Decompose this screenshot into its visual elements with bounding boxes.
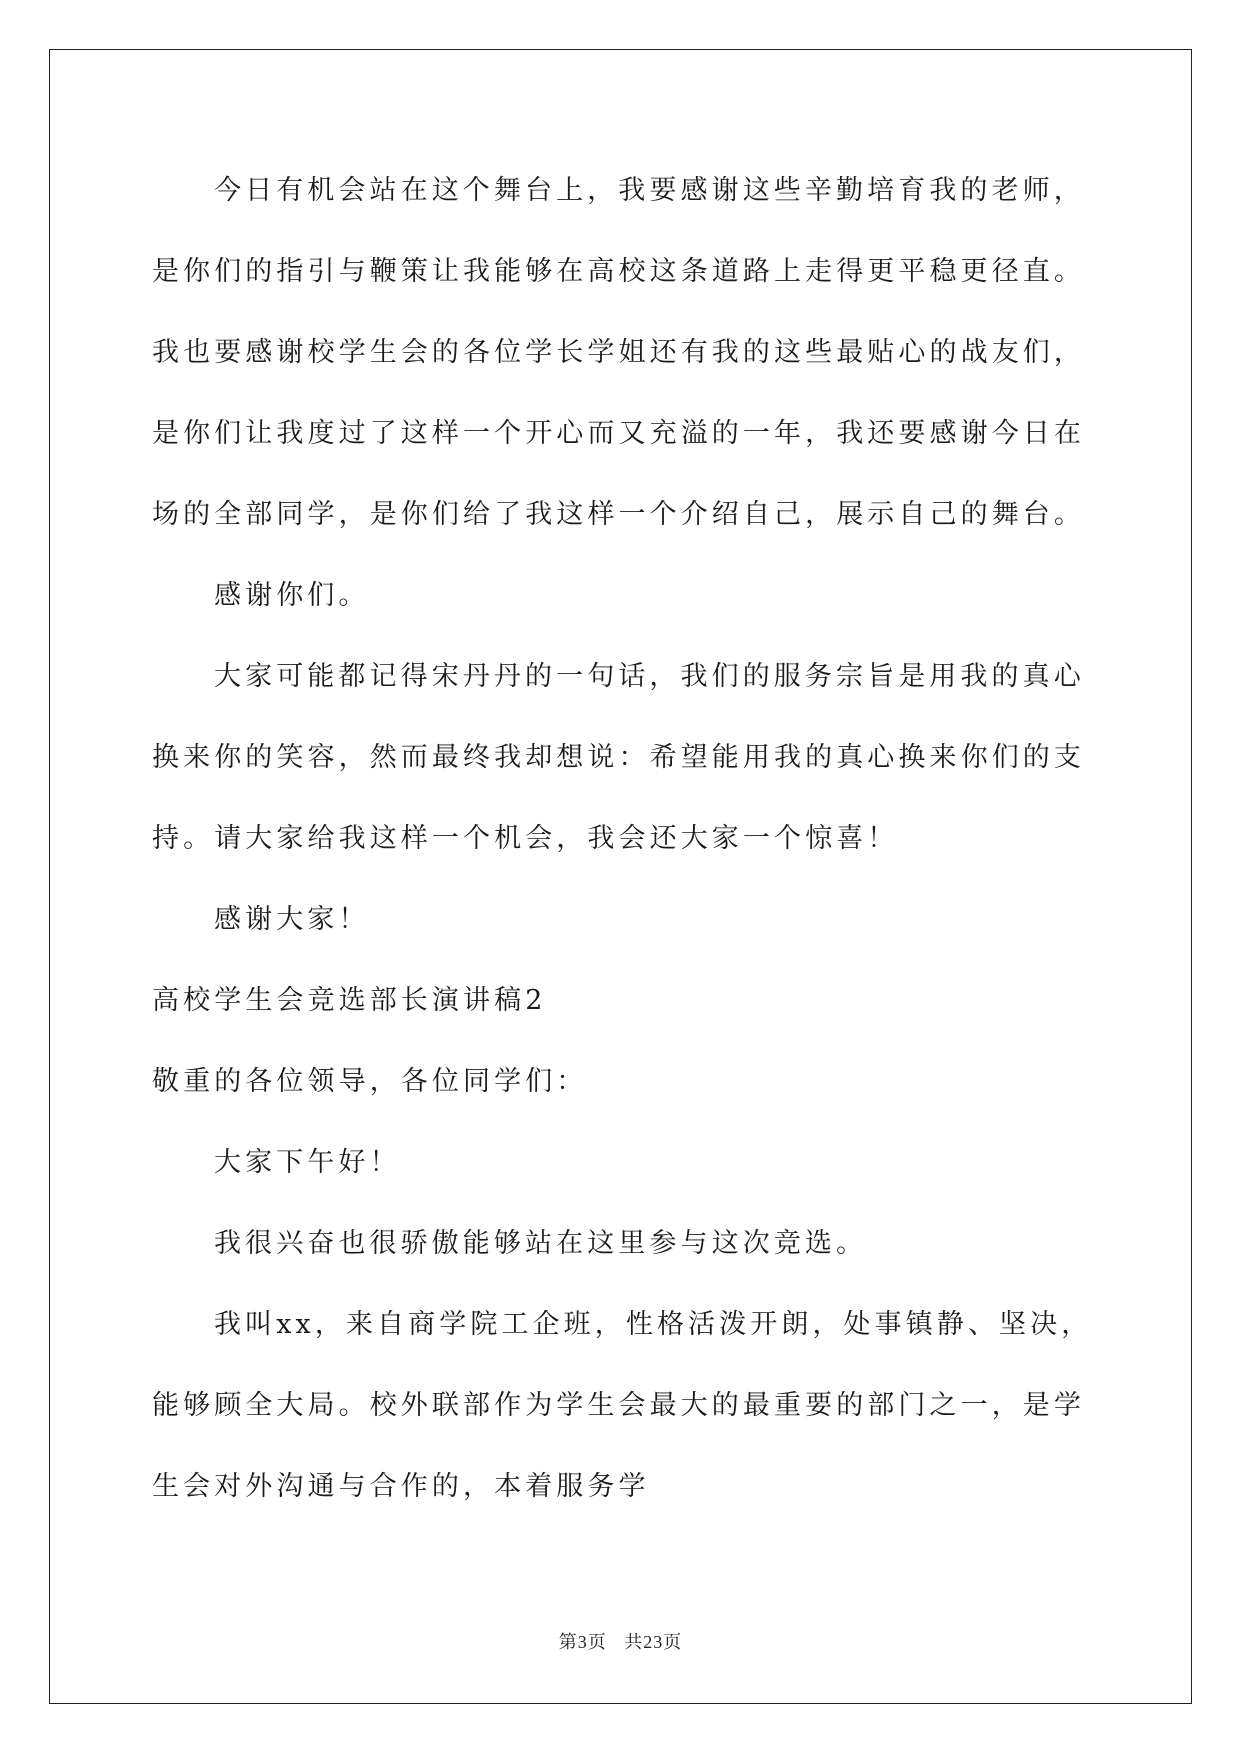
text-line: 能够顾全大局。校外联部作为学生会最大的最重要的部门之一，是学 [152, 1390, 1085, 1421]
text-line: 大家可能都记得宋丹丹的一句话，我们的服务宗旨是用我的真心 [214, 661, 1085, 692]
salutation: 敬重的各位领导，各位同学们： [152, 1066, 588, 1097]
text-line: 是你们的指引与鞭策让我能够在高校这条道路上走得更平稳更径直。 [152, 256, 1085, 287]
text-line: 场的全部同学，是你们给了我这样一个介绍自己，展示自己的舞台。 [152, 499, 1085, 530]
page-number: 第3页 [558, 1632, 607, 1652]
text-line: 感谢大家！ [214, 904, 370, 935]
text-line: 换来你的笑容，然而最终我却想说：希望能用我的真心换来你们的支 [152, 742, 1085, 773]
page-footer [0, 1628, 1241, 1654]
text-line: 我也要感谢校学生会的各位学长学姐还有我的这些最贴心的战友们， [152, 337, 1085, 368]
text-line: 持。请大家给我这样一个机会，我会还大家一个惊喜！ [152, 823, 899, 854]
text-line: 大家下午好！ [214, 1147, 401, 1178]
text-line: 我很兴奋也很骄傲能够站在这里参与这次竞选。 [214, 1228, 868, 1259]
text-line: 我叫xx，来自商学院工企班，性格活泼开朗，处事镇静、坚决， [214, 1309, 1093, 1340]
text-line: 感谢你们。 [214, 580, 370, 611]
page-total: 共23页 [624, 1632, 683, 1652]
text-line: 今日有机会站在这个舞台上，我要感谢这些辛勤培育我的老师， [214, 175, 1085, 206]
page-border [49, 49, 1192, 1704]
section-heading: 高校学生会竞选部长演讲稿2 [152, 985, 547, 1016]
text-line: 是你们让我度过了这样一个开心而又充溢的一年，我还要感谢今日在 [152, 418, 1085, 449]
text-line: 生会对外沟通与合作的，本着服务学 [152, 1471, 650, 1502]
